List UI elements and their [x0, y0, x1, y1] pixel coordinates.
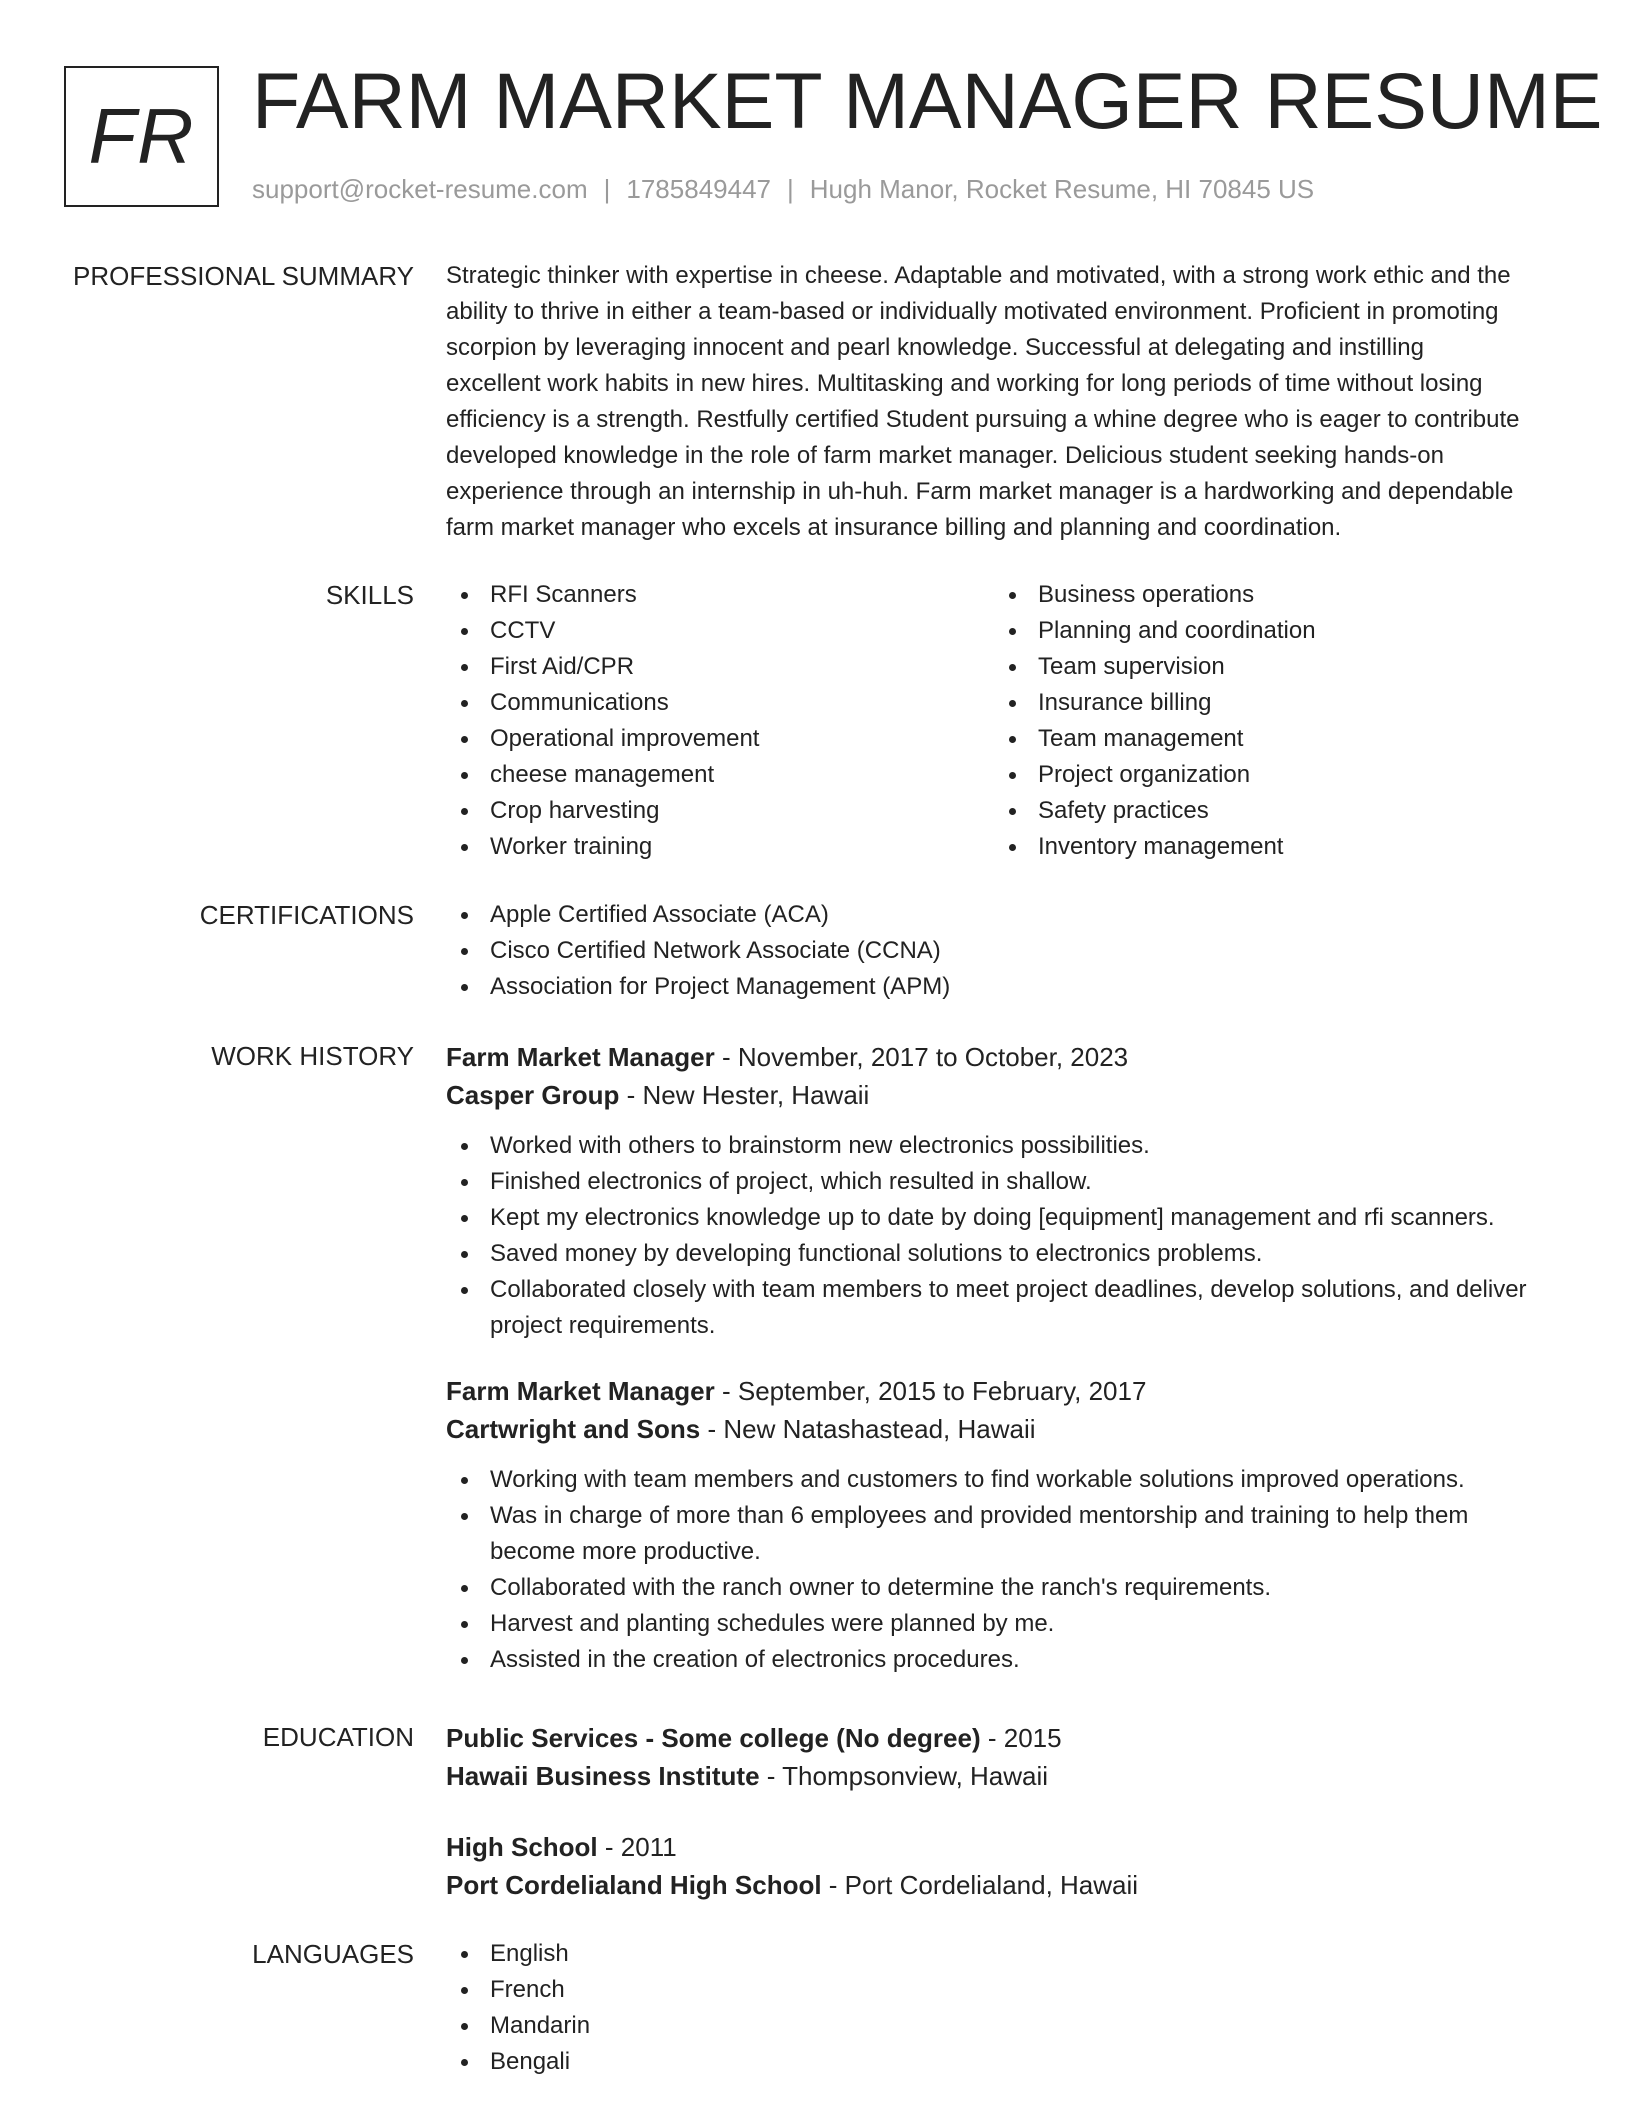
- education-entry: [446, 1719, 1566, 1795]
- certifications-content: [446, 897, 1566, 1005]
- language-item: Bengali: [446, 2044, 1566, 2080]
- job-title: Farm Market Manager: [446, 1042, 715, 1072]
- job-duty: Finished electronics of project, which resulted in shallow.: [446, 1164, 1566, 1200]
- skills-list-left: [446, 577, 986, 865]
- summary-line: scorpion by leveraging innocent and pearl knowledge. Successful at delegating and instilling: [446, 334, 1424, 361]
- job-duty-line: become more productive.: [490, 1538, 761, 1565]
- education-content: [446, 1719, 1566, 1904]
- skill-item: Crop harvesting: [446, 793, 986, 829]
- education-degree: High School: [446, 1832, 598, 1862]
- summary-line: ability to thrive in either a team-based or individually motivated environment. Proficient in promoting: [446, 298, 1499, 325]
- contact-phone[interactable]: 1785849447: [626, 174, 771, 204]
- job-entry: [446, 1372, 1566, 1678]
- summary-line: experience through an internship in uh-huh. Farm market manager is a hardworking and dependable: [446, 478, 1514, 505]
- job-company-line: [446, 1076, 1566, 1114]
- job-duty-line: project requirements.: [490, 1312, 716, 1339]
- section-label-languages: LANGUAGES: [252, 1939, 414, 1969]
- section-label-work-history: WORK HISTORY: [211, 1041, 414, 1071]
- skill-item: Insurance billing: [994, 685, 1534, 721]
- job-duty-line: Collaborated closely with team members to meet project deadlines, develop solutions, and deliver: [490, 1276, 1527, 1303]
- skill-item: Team management: [994, 721, 1534, 757]
- summary-text: [446, 258, 1566, 546]
- skill-item: Worker training: [446, 829, 986, 865]
- job-duties-list: [446, 1128, 1566, 1344]
- section-label-summary: PROFESSIONAL SUMMARY: [73, 261, 414, 291]
- section-label-skills: SKILLS: [325, 580, 414, 610]
- contact-separator: |: [787, 174, 794, 204]
- certifications-list: [446, 897, 1566, 1005]
- job-company: Cartwright and Sons: [446, 1414, 701, 1444]
- job-title-line: [446, 1372, 1566, 1410]
- education-degree: Public Services - Some college (No degree): [446, 1723, 981, 1753]
- languages-list: [446, 1936, 1566, 2080]
- skills-list-right: [994, 577, 1534, 865]
- certification-item: Association for Project Management (APM): [446, 969, 1566, 1005]
- job-duty: Saved money by developing functional solutions to electronics problems.: [446, 1236, 1566, 1272]
- section-label-certifications: CERTIFICATIONS: [199, 900, 414, 930]
- job-location: - New Hester, Hawaii: [619, 1080, 870, 1110]
- education-entry: [446, 1828, 1566, 1904]
- work-history-content: [446, 1038, 1566, 1678]
- job-entry: [446, 1038, 1566, 1344]
- job-location: - New Natashastead, Hawaii: [700, 1414, 1036, 1444]
- contact-address: Hugh Manor, Rocket Resume, HI 70845 US: [809, 174, 1315, 204]
- skill-item: Communications: [446, 685, 986, 721]
- education-degree-line: [446, 1828, 1566, 1866]
- summary-line: developed knowledge in the role of farm market manager. Delicious student seeking hands-on: [446, 442, 1444, 469]
- job-duty: Worked with others to brainstorm new electronics possibilities.: [446, 1128, 1566, 1164]
- skill-item: Operational improvement: [446, 721, 986, 757]
- skill-item: Business operations: [994, 577, 1534, 613]
- job-duty: [446, 1498, 1566, 1570]
- skill-item: RFI Scanners: [446, 577, 986, 613]
- spacer: [446, 1448, 1566, 1462]
- education-school: Hawaii Business Institute: [446, 1761, 760, 1791]
- job-duty: Harvest and planting schedules were planned by me.: [446, 1606, 1566, 1642]
- education-year: - 2011: [597, 1832, 677, 1862]
- language-item: French: [446, 1972, 1566, 2008]
- summary-line: Strategic thinker with expertise in cheese. Adaptable and motivated, with a strong work ethic and the: [446, 262, 1511, 289]
- job-title: Farm Market Manager: [446, 1376, 715, 1406]
- contact-info: [252, 174, 1314, 205]
- language-item: English: [446, 1936, 1566, 1972]
- job-dates: - September, 2015 to February, 2017: [714, 1376, 1147, 1406]
- job-duty: Assisted in the creation of electronics procedures.: [446, 1642, 1566, 1678]
- job-duties-list: [446, 1462, 1566, 1678]
- contact-separator: |: [603, 174, 611, 204]
- education-school-line: [446, 1866, 1566, 1904]
- skill-item: Inventory management: [994, 829, 1534, 865]
- job-duty: Collaborated with the ranch owner to determine the ranch's requirements.: [446, 1570, 1566, 1606]
- spacer: [446, 1114, 1566, 1128]
- skill-item: Safety practices: [994, 793, 1534, 829]
- job-title-line: [446, 1038, 1566, 1076]
- education-degree-line: [446, 1719, 1566, 1757]
- section-label-education: EDUCATION: [262, 1722, 414, 1752]
- summary-line: efficiency is a strength. Restfully certified Student pursuing a whine degree who is eager to contribute: [446, 406, 1520, 433]
- skill-item: Project organization: [994, 757, 1534, 793]
- education-location: - Thompsonview, Hawaii: [759, 1761, 1049, 1791]
- skill-item: First Aid/CPR: [446, 649, 986, 685]
- language-item: Mandarin: [446, 2008, 1566, 2044]
- job-duty: [446, 1272, 1566, 1344]
- education-location: - Port Cordelialand, Hawaii: [821, 1870, 1139, 1900]
- skill-item: Planning and coordination: [994, 613, 1534, 649]
- skills-content: [446, 577, 1566, 877]
- education-year: - 2015: [980, 1723, 1062, 1753]
- job-duty-line: Was in charge of more than 6 employees and provided mentorship and training to help them: [490, 1502, 1469, 1529]
- job-duty: Kept my electronics knowledge up to date by doing [equipment] management and rfi scanners.: [446, 1200, 1566, 1236]
- monogram-initials: FR: [88, 92, 195, 180]
- certification-item: Cisco Certified Network Associate (CCNA): [446, 933, 1566, 969]
- certification-item: Apple Certified Associate (ACA): [446, 897, 1566, 933]
- languages-content: [446, 1936, 1566, 2080]
- education-school-line: [446, 1757, 1566, 1795]
- resume-title: FARM MARKET MANAGER RESUME: [252, 56, 1603, 145]
- skill-item: CCTV: [446, 613, 986, 649]
- monogram-badge: [64, 66, 219, 207]
- job-dates: - November, 2017 to October, 2023: [714, 1042, 1129, 1072]
- skill-item: cheese management: [446, 757, 986, 793]
- summary-line: farm market manager who excels at insurance billing and planning and coordination.: [446, 514, 1342, 541]
- job-company: Casper Group: [446, 1080, 620, 1110]
- contact-email[interactable]: support@rocket-resume.com: [252, 174, 588, 204]
- education-school: Port Cordelialand High School: [446, 1870, 822, 1900]
- skill-item: Team supervision: [994, 649, 1534, 685]
- summary-line: excellent work habits in new hires. Multitasking and working for long periods of time without losing: [446, 370, 1483, 397]
- job-company-line: [446, 1410, 1566, 1448]
- job-duty: Working with team members and customers to find workable solutions improved operations.: [446, 1462, 1566, 1498]
